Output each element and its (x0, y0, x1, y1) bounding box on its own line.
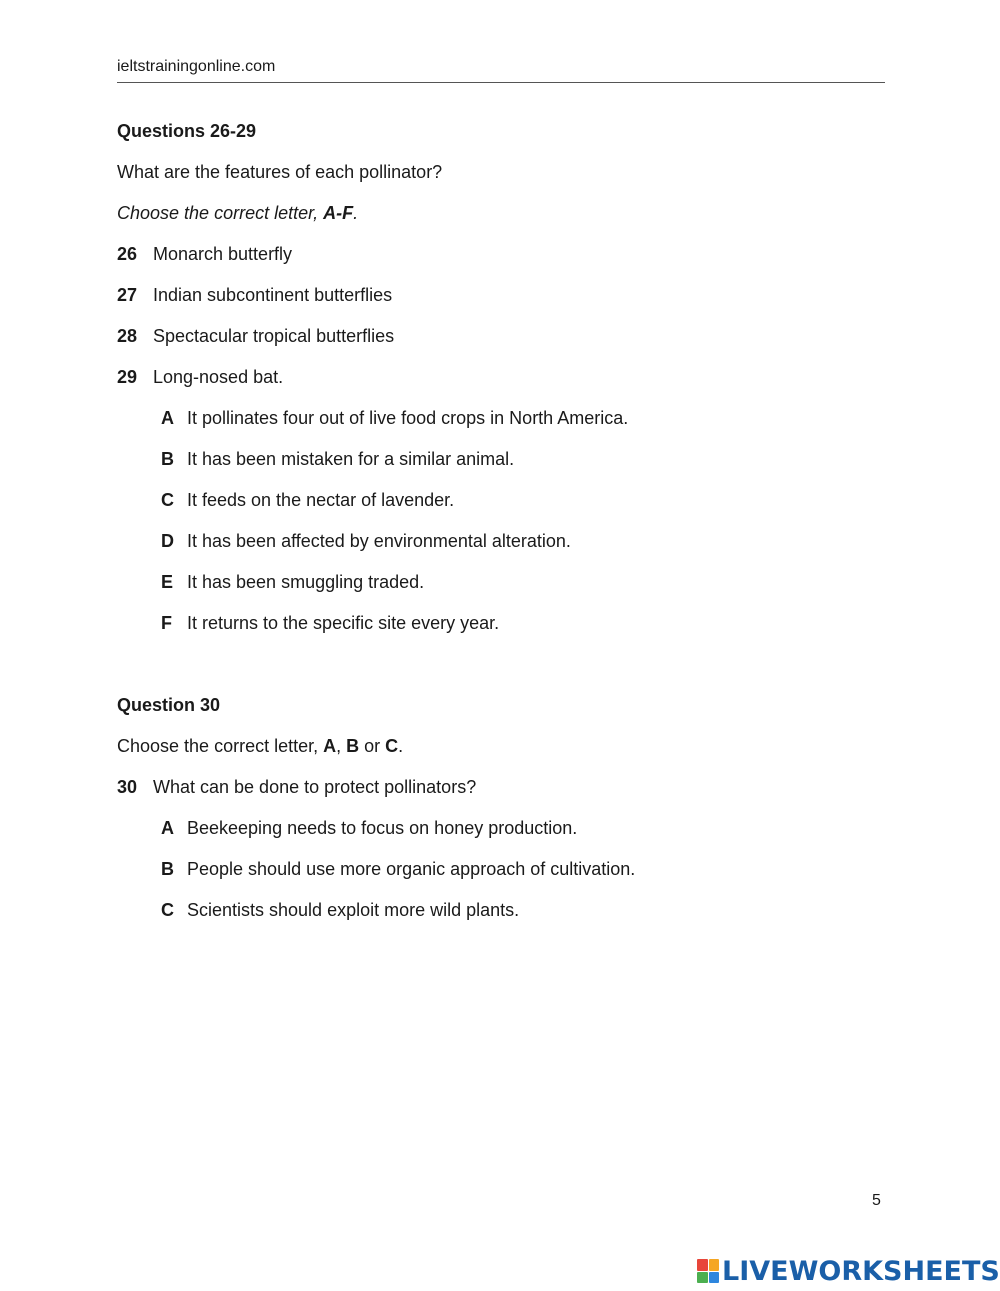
site-url: ieltstrainingonline.com (117, 58, 276, 75)
option-f: F It returns to the specific site every year. (161, 613, 500, 633)
option-a: A It pollinates four out of live food crops in North America. (161, 408, 629, 428)
brand-text: LIVEWORKSHEETS (722, 1255, 1000, 1287)
q30-option-a: A Beekeeping needs to focus on honey production. (161, 818, 578, 838)
section-instruction: Choose the correct letter, A-F. (117, 203, 359, 223)
logo-block-i (709, 1259, 720, 1271)
logo-block-e (709, 1272, 720, 1284)
logo-block-l (697, 1259, 708, 1271)
section2-instruction: Choose the correct letter, A, B or C. (117, 736, 404, 756)
liveworksheets-icon (697, 1259, 719, 1283)
option-c: C It feeds on the nectar of lavender. (161, 490, 455, 510)
page-number: 5 (872, 1192, 881, 1209)
logo-block-v (697, 1272, 708, 1284)
option-d: D It has been affected by environmental alteration. (161, 531, 571, 551)
q30-option-b: B People should use more organic approach of cultivation. (161, 859, 636, 879)
option-b: B It has been mistaken for a similar animal. (161, 449, 515, 469)
section-heading-30: Question 30 (117, 695, 221, 715)
question-30: 30 What can be done to protect pollinators? (117, 777, 477, 797)
question-29: 29 Long-nosed bat. (117, 367, 284, 387)
question-26: 26 Monarch butterfly (117, 244, 293, 264)
site-header (117, 58, 885, 83)
question-28: 28 Spectacular tropical butterflies (117, 326, 395, 346)
option-e: E It has been smuggling traded. (161, 572, 425, 592)
liveworksheets-logo[interactable] (697, 1256, 1000, 1286)
question-27: 27 Indian subcontinent butterflies (117, 285, 393, 305)
section-prompt: What are the features of each pollinator? (117, 162, 443, 182)
q30-option-c: C Scientists should exploit more wild plants. (161, 900, 520, 920)
section-heading-26-29: Questions 26-29 (117, 121, 257, 141)
